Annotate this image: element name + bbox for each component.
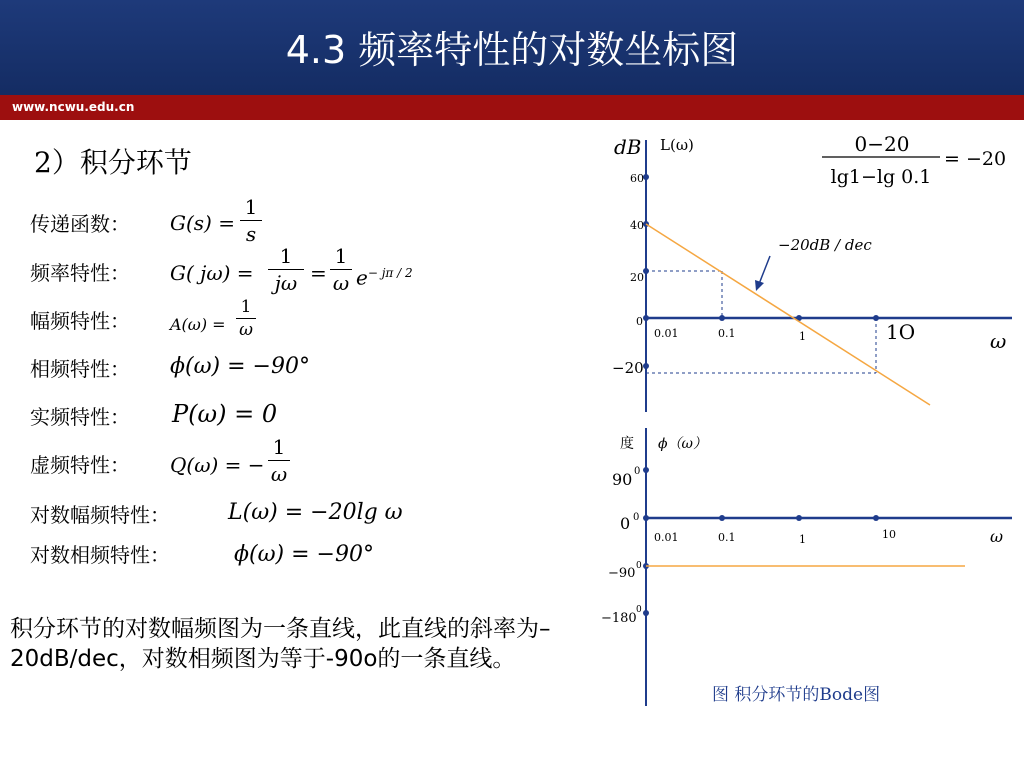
- figure-caption: 图 积分环节的Bode图: [712, 685, 881, 705]
- phase-x-tick-dot: [796, 515, 802, 521]
- frequency-characteristic-lhs: G( jω) =: [170, 261, 254, 285]
- magnitude-y-tick-label: −20: [612, 359, 644, 377]
- magnitude-axis-label: L(ω): [660, 136, 694, 154]
- phase-x-tick-dot: [719, 515, 725, 521]
- degree-superscript: 0: [636, 605, 642, 615]
- log-phase-formula: ϕ(ω) = −90°: [234, 542, 374, 567]
- phase-y-tick-dot: [643, 467, 649, 473]
- imaginary-characteristic-label: 虚频特性：: [30, 453, 130, 477]
- frequency-exponential-base: e: [356, 265, 368, 290]
- degree-superscript: 0: [633, 512, 640, 523]
- magnitude-x-tick-label: 1: [799, 330, 806, 343]
- phase-y-tick-dot: [643, 515, 649, 521]
- slope-annotation: −20dB / dec: [778, 236, 872, 254]
- magnitude-unit-label: dB: [614, 135, 642, 159]
- phase-characteristic-label: 相频特性：: [30, 357, 130, 381]
- magnitude-x-tick-label: 1O: [886, 320, 916, 344]
- phase-x-tick-dot: [873, 515, 879, 521]
- magnitude-x-tick-label: 0.1: [718, 327, 736, 340]
- slope-calc-denominator: lg1−lg 0.1: [830, 166, 932, 188]
- phase-y-tick-label: 90: [612, 470, 633, 489]
- amplitude-denominator: ω: [236, 318, 256, 341]
- frequency-fraction-2-numerator: 1: [334, 244, 348, 268]
- magnitude-y-tick-label: 0: [636, 315, 643, 328]
- arrow-head-icon: [755, 280, 764, 291]
- slope-annotation-arrow: [759, 256, 770, 284]
- summary-text: 积分环节的对数幅频图为一条直线，此直线的斜率为–20dB/dec，对数相频图为等于-90o的一条直线。: [10, 616, 551, 672]
- magnitude-y-tick-dot: [643, 363, 649, 369]
- phase-formula: ϕ(ω) = −90°: [170, 354, 310, 379]
- site-url: www.ncwu.edu.cn: [12, 100, 135, 114]
- slope-calc-result: = −20: [944, 148, 1007, 170]
- section-heading: 2）积分环节: [34, 146, 192, 179]
- magnitude-y-tick-dot: [643, 315, 649, 321]
- frequency-exponential-power: − jπ / 2: [367, 266, 413, 280]
- log-amplitude-label: 对数幅频特性：: [30, 503, 170, 527]
- magnitude-x-tick-label: 0.01: [654, 327, 679, 340]
- amplitude-characteristic-label: 幅频特性：: [30, 309, 130, 333]
- frequency-fraction-1-numerator: 1: [279, 244, 293, 268]
- phase-x-tick-label: 1: [799, 533, 806, 546]
- phase-plot: [601, 428, 1012, 706]
- transfer-function-lhs: G(s) =: [170, 211, 235, 235]
- real-formula: P(ω) = 0: [172, 400, 278, 428]
- slope-calc-numerator: 0−20: [854, 132, 910, 156]
- magnitude-y-tick-label: 20: [630, 271, 644, 284]
- transfer-function-numerator: 1: [244, 195, 258, 219]
- magnitude-y-tick-label: 60: [630, 172, 644, 185]
- phase-unit-label: 度: [620, 436, 634, 452]
- real-characteristic-label: 实频特性：: [30, 405, 130, 429]
- phase-x-tick-label: 0.1: [718, 531, 736, 544]
- log-phase-label: 对数相频特性：: [30, 543, 170, 567]
- phase-y-tick-label: −180: [601, 611, 637, 626]
- magnitude-plot: [612, 132, 1012, 412]
- magnitude-x-axis-symbol: ω: [990, 329, 1007, 353]
- frequency-equals: =: [310, 261, 327, 285]
- amplitude-numerator: 1: [240, 297, 252, 317]
- amplitude-lhs: A(ω) =: [170, 315, 226, 334]
- phase-axis-label: ϕ（ω）: [658, 436, 707, 452]
- imaginary-lhs: Q(ω) = −: [170, 453, 265, 477]
- phase-y-tick-dot: [643, 610, 649, 616]
- frequency-fraction-1-denominator: jω: [268, 269, 304, 296]
- imaginary-denominator: ω: [268, 460, 290, 487]
- phase-x-axis-symbol: ω: [990, 527, 1004, 546]
- phase-x-tick-label: 0.01: [654, 531, 679, 544]
- phase-y-tick-label: −90: [608, 566, 636, 581]
- magnitude-y-tick-label: 40: [630, 219, 644, 232]
- frequency-characteristic-label: 频率特性：: [30, 261, 130, 285]
- transfer-function-denominator: s: [240, 220, 262, 247]
- phase-x-tick-label: 10: [882, 528, 896, 541]
- imaginary-numerator: 1: [272, 435, 286, 459]
- transfer-function-label: 传递函数：: [30, 212, 130, 236]
- degree-superscript: 0: [636, 561, 642, 571]
- page-title: 4.3 频率特性的对数坐标图: [285, 28, 739, 72]
- log-amplitude-formula: L(ω) = −20lg ω: [228, 500, 403, 525]
- degree-superscript: 0: [634, 466, 641, 477]
- frequency-fraction-2-denominator: ω: [330, 269, 352, 296]
- phase-y-tick-label: 0: [620, 514, 631, 533]
